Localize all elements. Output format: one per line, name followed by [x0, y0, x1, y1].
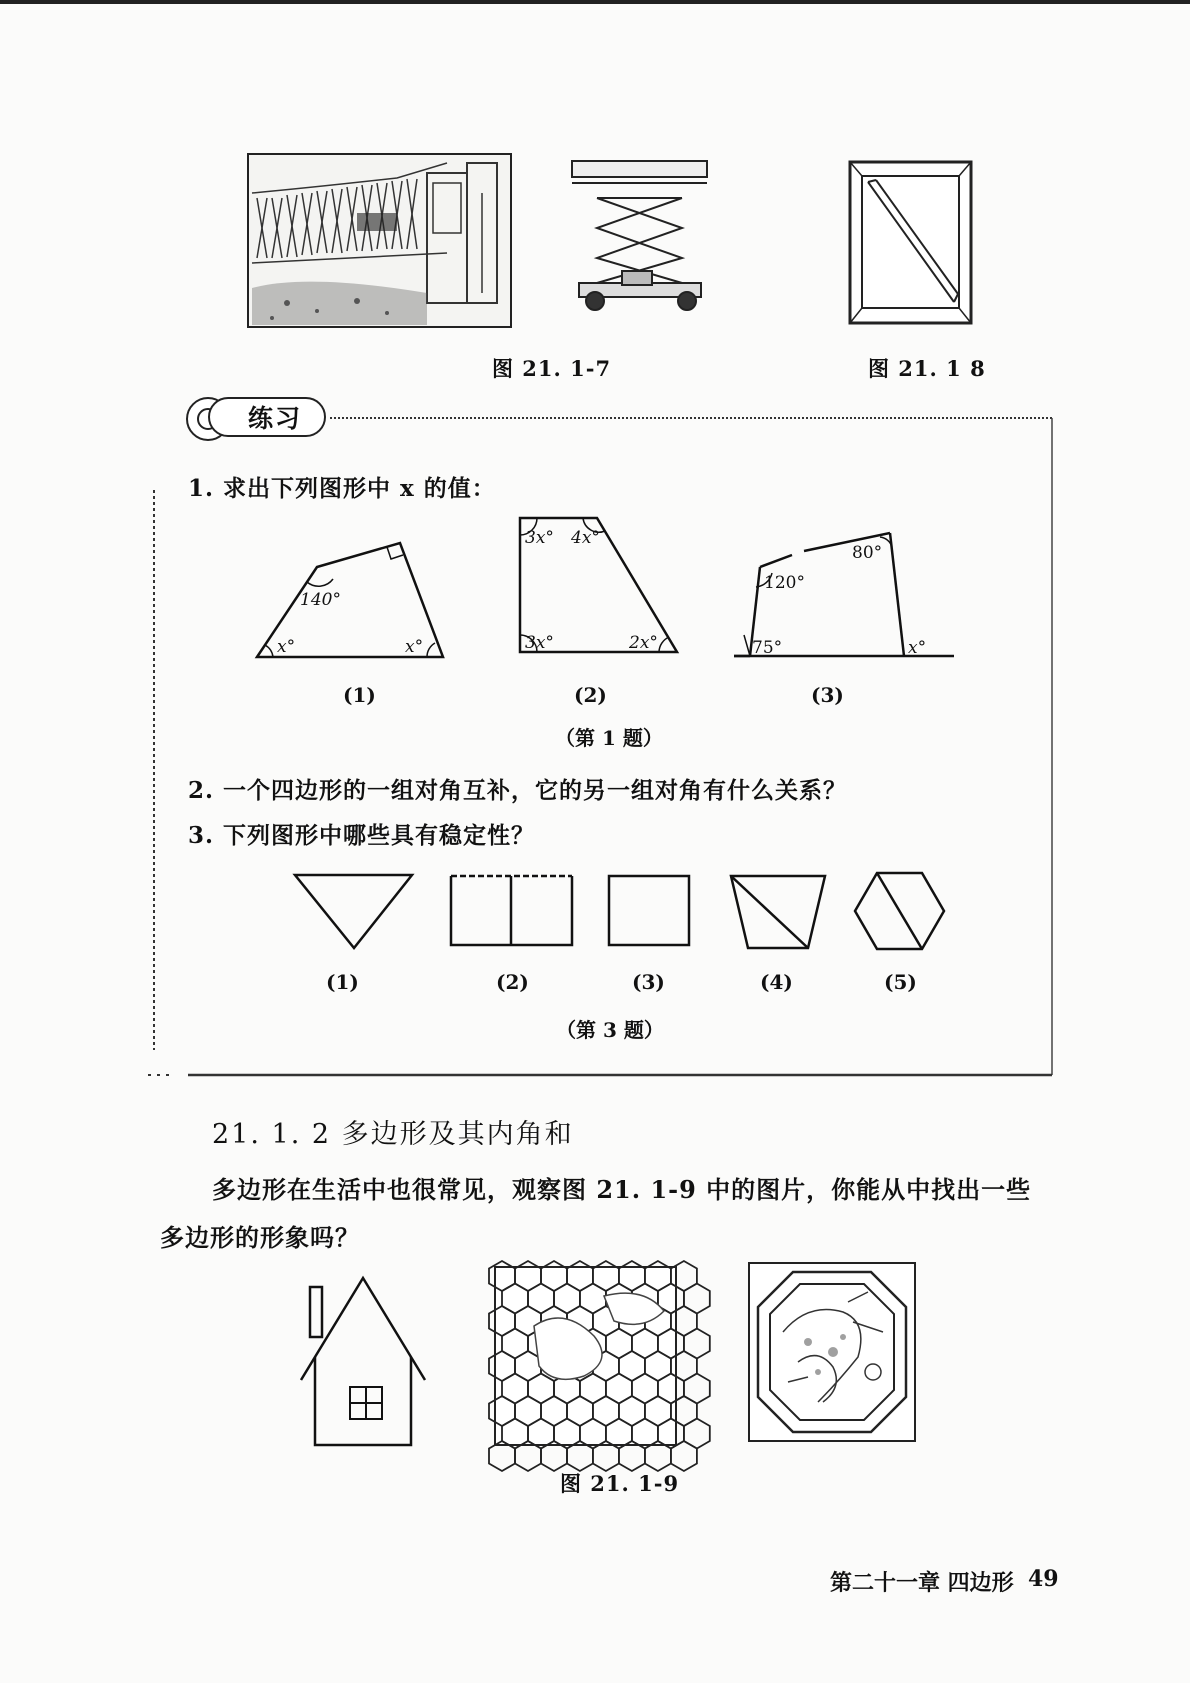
- q3-figure-4-trapezoid-diagonal: [728, 873, 828, 951]
- q1-fig3-angle-80: 80°: [852, 543, 883, 563]
- q1-fig2-angle-2x: 2x°: [629, 633, 658, 653]
- q1-fig2-angle-3x-bottom: 3x°: [525, 633, 554, 653]
- q3-label-1: (1): [326, 970, 359, 994]
- q1-figure-1: [255, 535, 455, 660]
- q1-fig1-angle-x-left: x°: [277, 637, 296, 657]
- octagonal-window-photo: [748, 1262, 916, 1442]
- exercise-title: 练习: [208, 397, 326, 437]
- q3-label-2: (2): [496, 970, 529, 994]
- retractable-gate-photo: [247, 153, 512, 328]
- q1-fig1-angle-140: 140°: [300, 590, 341, 610]
- honeycomb-photo: [494, 1266, 677, 1446]
- q1-fig3-angle-x: x°: [908, 638, 927, 658]
- q1-figure-2: [517, 515, 687, 655]
- q3-figure-5-hexagon-diagonal: [852, 870, 947, 952]
- q3-label-4: (4): [760, 970, 793, 994]
- q1-label-3: (3): [811, 683, 844, 707]
- section-paragraph-line-2: 多边形的形象吗？: [160, 1223, 360, 1252]
- q3-label-5: (5): [884, 970, 917, 994]
- q3-figure-1-triangle: [292, 872, 417, 952]
- q1-label-1: (1): [343, 683, 376, 707]
- exercise-question-1: 1. 求出下列图形中 x 的值：: [188, 475, 496, 502]
- section-heading: 21. 1. 2 多边形及其内角和: [212, 1119, 574, 1150]
- honeycomb-cell: [671, 1441, 697, 1471]
- q3-figure-2-rect-with-post: [448, 873, 576, 948]
- window-frame-brace-photo: [848, 160, 973, 325]
- q1-fig2-angle-4x: 4x°: [571, 528, 600, 548]
- scissor-lift-photo: [567, 153, 712, 313]
- exercise-question-2: 2. 一个四边形的一组对角互补，它的另一组对角有什么关系？: [188, 777, 848, 804]
- q1-fig3-angle-120: 120°: [764, 573, 805, 593]
- top-rule: [0, 0, 1190, 4]
- figure-caption-21-1-8: 图 21. 1 8: [868, 356, 986, 381]
- q3-label-3: (3): [632, 970, 665, 994]
- figure-caption-21-1-7: 图 21. 1-7: [492, 356, 612, 381]
- q1-figure-3: [732, 525, 962, 665]
- q1-fig3-angle-75: 75°: [752, 638, 783, 658]
- footer-chapter-title: 第二十一章 四边形: [830, 1570, 1014, 1596]
- q3-figure-3-rectangle: [606, 873, 692, 948]
- house-drawing: [298, 1275, 428, 1450]
- q1-fig1-angle-x-right: x°: [405, 637, 424, 657]
- page-number: 49: [1028, 1566, 1059, 1592]
- q1-label-2: (2): [574, 683, 607, 707]
- section-paragraph-line-1: 多边形在生活中也很常见，观察图 21. 1-9 中的图片，你能从中找出一些: [212, 1175, 1032, 1204]
- q3-caption: （第 3 题）: [556, 1018, 664, 1042]
- exercise-question-3: 3. 下列图形中哪些具有稳定性？: [188, 822, 536, 849]
- figure-caption-21-1-9: 图 21. 1-9: [560, 1471, 680, 1496]
- q1-caption: （第 1 题）: [555, 726, 663, 750]
- q1-fig2-angle-3x-top: 3x°: [525, 528, 554, 548]
